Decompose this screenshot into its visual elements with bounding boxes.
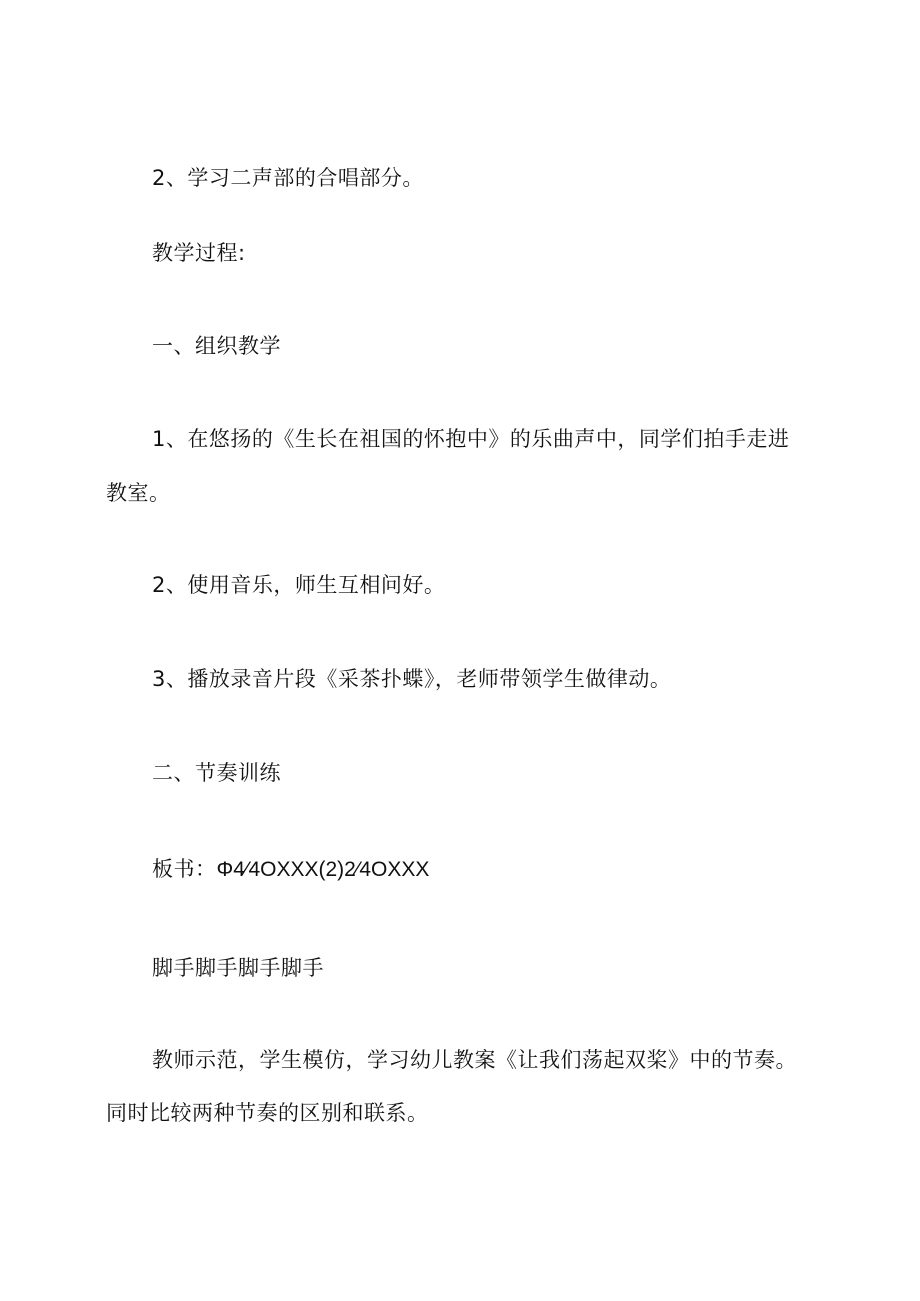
rhythm-words: 脚手脚手脚手脚手 <box>152 956 324 980</box>
paragraph-learn-two-part-chorus: 2、学习二声部的合唱部分。 <box>152 166 424 190</box>
board-writing-label: 板书： <box>152 857 217 881</box>
heading-teaching-process: 教学过程: <box>152 241 246 265</box>
board-writing <box>152 855 429 884</box>
section-heading-rhythm-training: 二、节奏训练 <box>152 761 281 785</box>
paragraph-play-recording: 3、播放录音片段《采茶扑蝶》，老师带领学生做律动。 <box>152 667 672 691</box>
rhythm-formula: Φ4⁄4OXXX(2)2⁄4OXXX <box>216 858 430 881</box>
paragraph-enter-classroom-continued: 教室。 <box>106 481 171 505</box>
paragraph-teacher-demo: 教师示范，学生模仿，学习幼儿教案《让我们荡起双桨》中的节奏。 <box>152 1048 797 1072</box>
section-heading-organize-teaching: 一、组织教学 <box>152 334 281 358</box>
paragraph-enter-classroom: 1、在悠扬的《生长在祖国的怀抱中》的乐曲声中，同学们拍手走进 <box>152 427 790 451</box>
paragraph-teacher-demo-continued: 同时比较两种节奏的区别和联系。 <box>106 1101 429 1125</box>
paragraph-greeting: 2、使用音乐，师生互相问好。 <box>152 573 446 597</box>
